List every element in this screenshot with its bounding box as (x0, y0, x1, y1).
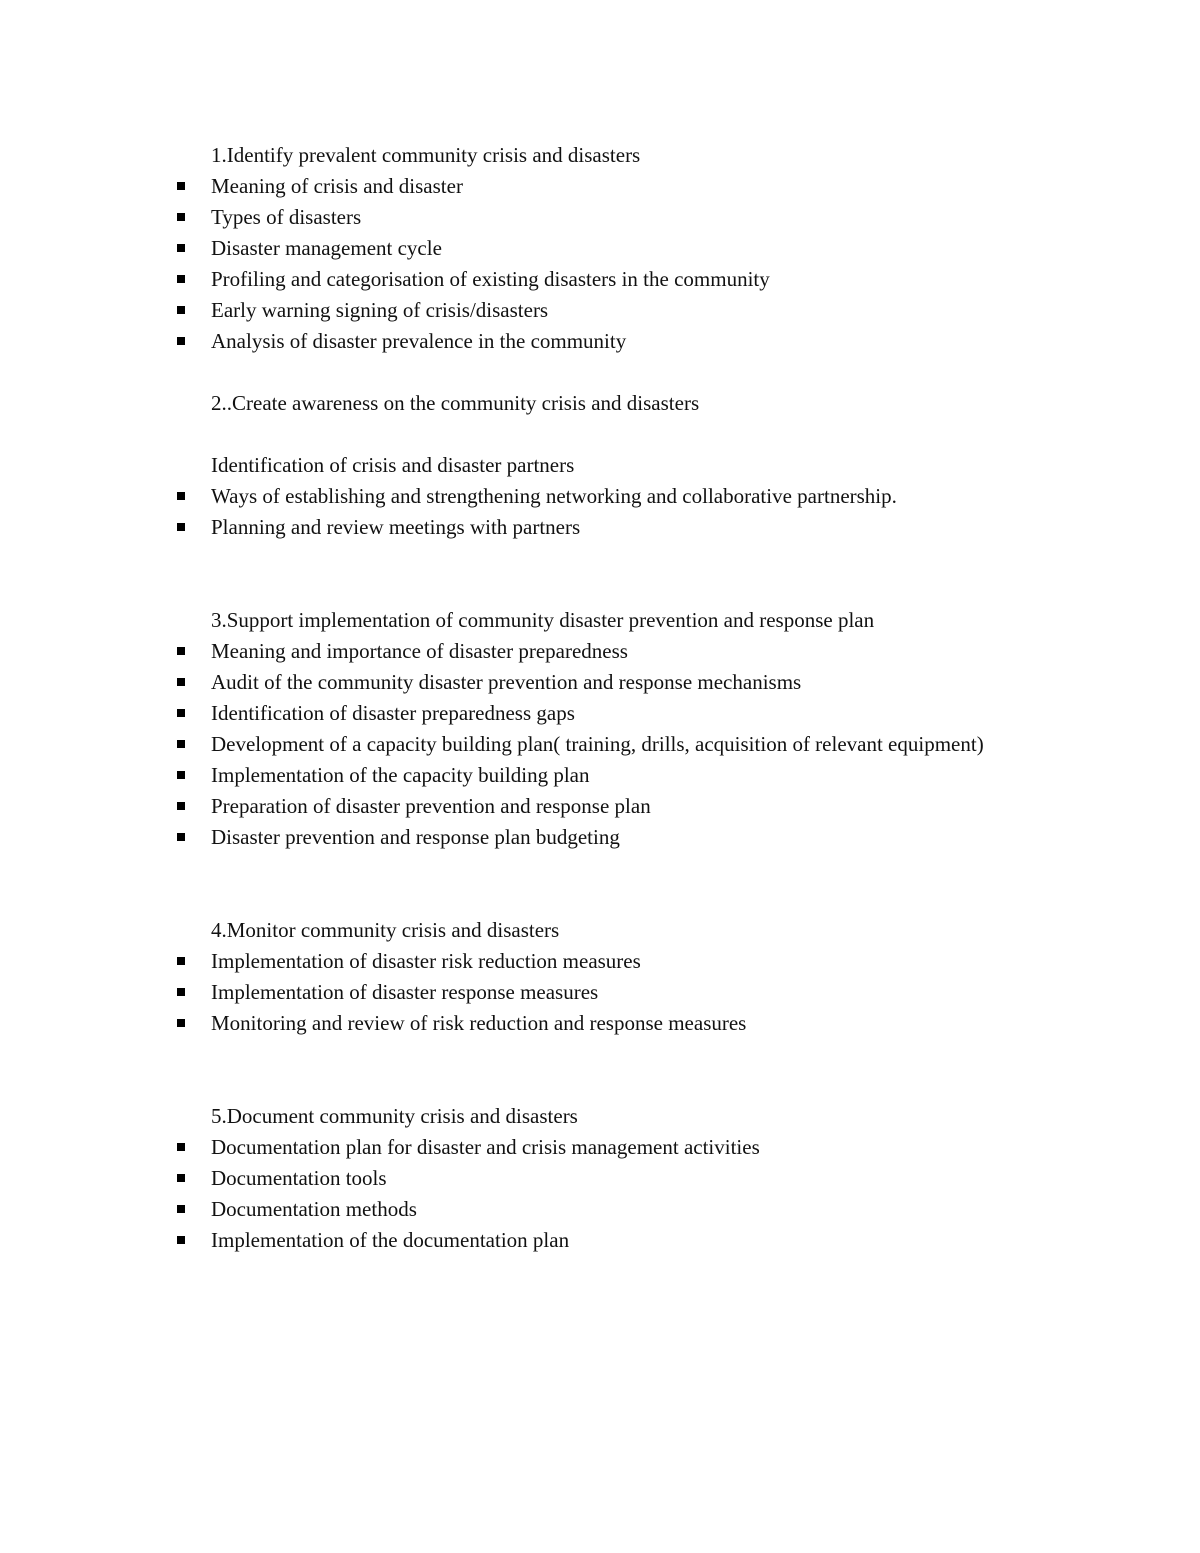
section-4 (0, 915, 1200, 1039)
list-item-text: Documentation methods (211, 1197, 417, 1221)
square-bullet-icon (177, 213, 185, 221)
square-bullet-icon (177, 306, 185, 314)
square-bullet-icon (177, 740, 185, 748)
spacer (0, 357, 1200, 388)
section-2 (0, 388, 1200, 543)
list-item (0, 326, 1200, 357)
list-item-text: Implementation of disaster risk reduction measures (211, 949, 641, 973)
list-item-text: Documentation plan for disaster and crisis management activities (211, 1135, 760, 1159)
spacer (0, 543, 1200, 605)
square-bullet-icon (177, 1236, 185, 1244)
list-item-text: Types of disasters (211, 205, 362, 229)
spacer (0, 419, 1200, 450)
list-item (0, 946, 1200, 977)
list-item (0, 1163, 1200, 1194)
list-item (0, 202, 1200, 233)
list-item-text: Monitoring and review of risk reduction and response measures (211, 1011, 747, 1035)
section-heading: 4.Monitor community crisis and disasters (211, 918, 560, 942)
list-item-text: Preparation of disaster prevention and response plan (211, 794, 651, 818)
square-bullet-icon (177, 1143, 185, 1151)
list-item-text: Early warning signing of crisis/disasters (211, 298, 549, 322)
list-item (0, 264, 1200, 295)
list-item (0, 1008, 1200, 1039)
square-bullet-icon (177, 492, 185, 500)
spacer (0, 1039, 1200, 1101)
bullet-list (0, 636, 1200, 853)
section-subheading: Identification of crisis and disaster partners (211, 453, 575, 477)
square-bullet-icon (177, 647, 185, 655)
square-bullet-icon (177, 1174, 185, 1182)
section-1 (0, 140, 1200, 357)
list-item (0, 822, 1200, 853)
list-item (0, 171, 1200, 202)
list-item (0, 791, 1200, 822)
list-item (0, 512, 1200, 543)
bullet-list (0, 171, 1200, 357)
list-item-text: Disaster prevention and response plan budgeting (211, 825, 620, 849)
section-5 (0, 1101, 1200, 1256)
list-item-text: Ways of establishing and strengthening networking and collaborative partnership. (211, 484, 897, 508)
list-item-text: Identification of disaster preparedness gaps (211, 701, 575, 725)
square-bullet-icon (177, 802, 185, 810)
section-heading: 1.Identify prevalent community crisis and disasters (211, 143, 641, 167)
spacer (0, 853, 1200, 915)
list-item (0, 233, 1200, 264)
square-bullet-icon (177, 678, 185, 686)
list-item (0, 667, 1200, 698)
square-bullet-icon (177, 771, 185, 779)
list-item (0, 760, 1200, 791)
document-content (0, 140, 1200, 1256)
list-item-text: Implementation of disaster response measures (211, 980, 599, 1004)
list-item-text: Planning and review meetings with partners (211, 515, 581, 539)
square-bullet-icon (177, 1205, 185, 1213)
list-item (0, 1225, 1200, 1256)
list-item-text: Documentation tools (211, 1166, 387, 1190)
bullet-list (0, 481, 1200, 543)
list-item (0, 636, 1200, 667)
list-item-text: Implementation of the capacity building plan (211, 763, 590, 787)
list-item (0, 729, 1200, 760)
section-heading: 2..Create awareness on the community crisis and disasters (211, 391, 700, 415)
section-3 (0, 605, 1200, 853)
square-bullet-icon (177, 337, 185, 345)
list-item (0, 1132, 1200, 1163)
square-bullet-icon (177, 244, 185, 252)
list-item (0, 295, 1200, 326)
square-bullet-icon (177, 988, 185, 996)
list-item-text: Profiling and categorisation of existing disasters in the community (211, 267, 770, 291)
list-item-text: Meaning of crisis and disaster (211, 174, 463, 198)
list-item (0, 481, 1200, 512)
list-item (0, 698, 1200, 729)
list-item-text: Audit of the community disaster prevention and response mechanisms (211, 670, 802, 694)
square-bullet-icon (177, 275, 185, 283)
list-item-text: Meaning and importance of disaster preparedness (211, 639, 628, 663)
square-bullet-icon (177, 957, 185, 965)
bullet-list (0, 946, 1200, 1039)
square-bullet-icon (177, 182, 185, 190)
square-bullet-icon (177, 1019, 185, 1027)
list-item (0, 1194, 1200, 1225)
square-bullet-icon (177, 523, 185, 531)
list-item-text: Development of a capacity building plan( training, drills, acquisition of relevant equipment) (211, 732, 984, 756)
section-heading: 3.Support implementation of community disaster prevention and response plan (211, 608, 875, 632)
list-item-text: Analysis of disaster prevalence in the community (211, 329, 627, 353)
list-item-text: Implementation of the documentation plan (211, 1228, 570, 1252)
square-bullet-icon (177, 833, 185, 841)
bullet-list (0, 1132, 1200, 1256)
section-heading: 5.Document community crisis and disasters (211, 1104, 578, 1128)
list-item (0, 977, 1200, 1008)
list-item-text: Disaster management cycle (211, 236, 442, 260)
square-bullet-icon (177, 709, 185, 717)
